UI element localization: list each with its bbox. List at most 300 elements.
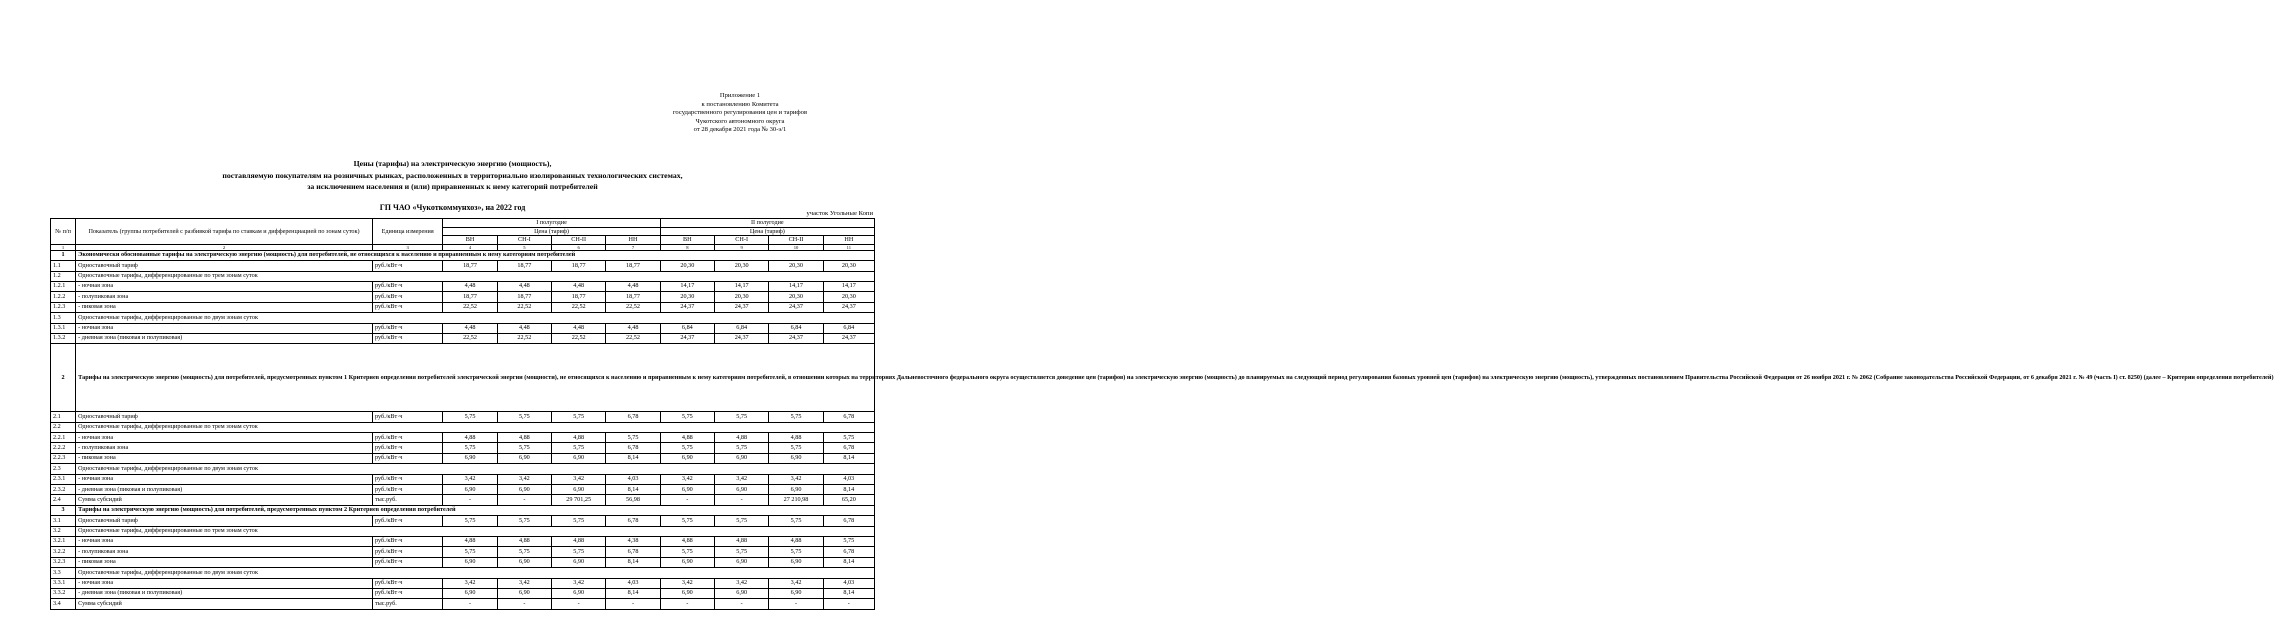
tariff-value: 6,90 [497, 588, 551, 598]
tariff-value: - [443, 495, 497, 505]
group-row [51, 271, 875, 281]
tariff-value: 6,90 [660, 485, 714, 495]
header-level: СН-II [552, 236, 606, 245]
column-index: 2 [76, 244, 373, 250]
row-label: Одноставочный тариф [76, 261, 373, 271]
tariff-value: 6,90 [715, 588, 769, 598]
tariff-value: 6,90 [443, 588, 497, 598]
tariff-value: 6,90 [443, 557, 497, 567]
tariff-value: 18,77 [606, 292, 660, 302]
row-number: 1.3.2 [51, 333, 76, 343]
row-label: - пиковая зона [76, 453, 373, 463]
tariff-value: 20,30 [715, 292, 769, 302]
tariff-value: 4,48 [443, 281, 497, 291]
tariff-value: 6,78 [606, 516, 660, 526]
appendix-block [640, 92, 840, 135]
header-price: Цена (тариф) [660, 227, 874, 236]
tariff-value: 6,78 [606, 412, 660, 422]
appendix-line: к постановлению Комитета [701, 100, 779, 108]
tariff-value: 20,30 [769, 292, 823, 302]
tariff-value: 22,52 [606, 302, 660, 312]
row-label: Одноставочный тариф [76, 412, 373, 422]
table-row [51, 495, 875, 505]
tariff-value: 6,90 [497, 453, 551, 463]
section-title: Тарифы на электрическую энергию (мощность) для потребителей, предусмотренных пунктом 2 Критериев определения потребителей [76, 505, 875, 515]
tariff-value: 3,42 [443, 578, 497, 588]
tariff-value: 6,90 [715, 557, 769, 567]
tariff-value: 20,30 [715, 261, 769, 271]
tariff-value: 6,90 [769, 557, 823, 567]
row-unit: руб./кВт·ч [372, 443, 442, 453]
group-label: Одноставочные тарифы, дифференцированные по трем зонам суток [76, 422, 875, 432]
row-label: - пиковая зона [76, 557, 373, 567]
row-unit: руб./кВт·ч [372, 412, 442, 422]
tariff-value: 22,52 [606, 333, 660, 343]
document-subtitle: ГП ЧАО «Чукоткоммунхоз», на 2022 год [379, 203, 526, 212]
tariff-value: 5,75 [660, 412, 714, 422]
tariff-value: 4,48 [606, 323, 660, 333]
row-unit: руб./кВт·ч [372, 261, 442, 271]
row-label: Одноставочный тариф [76, 516, 373, 526]
tariff-value: 3,42 [769, 578, 823, 588]
tariff-value: 5,75 [497, 443, 551, 453]
tariff-value: 3,42 [715, 578, 769, 588]
tariff-value: 24,37 [823, 333, 874, 343]
row-number: 2.3.2 [51, 485, 76, 495]
row-unit: руб./кВт·ч [372, 433, 442, 443]
tariff-value: 5,75 [660, 547, 714, 557]
header-level: НН [606, 236, 660, 245]
group-row [51, 313, 875, 323]
tariff-value: 4,48 [606, 281, 660, 291]
group-label: Одноставочные тарифы, дифференцированные по двум зонам суток [76, 313, 875, 323]
tariff-value: 14,17 [715, 281, 769, 291]
tariff-value: - [552, 599, 606, 609]
tariff-value: 18,77 [552, 292, 606, 302]
table-row [51, 261, 875, 271]
tariff-value: 8,14 [823, 453, 874, 463]
tariff-value: 8,14 [606, 588, 660, 598]
row-number: 2.2.1 [51, 433, 76, 443]
table-row [51, 547, 875, 557]
tariff-value: 4,48 [497, 323, 551, 333]
section-row [51, 250, 875, 260]
tariff-value: 8,14 [606, 485, 660, 495]
row-label: - полупиковая зона [76, 443, 373, 453]
tariff-value: 6,84 [823, 323, 874, 333]
row-number: 1.3 [51, 313, 76, 323]
tariff-value: 6,84 [769, 323, 823, 333]
tariff-value: 22,52 [497, 333, 551, 343]
tariff-value: 22,52 [552, 302, 606, 312]
tariff-value: 20,30 [823, 261, 874, 271]
table-row [51, 453, 875, 463]
tariff-value: 6,90 [715, 485, 769, 495]
row-unit: руб./кВт·ч [372, 453, 442, 463]
row-number: 3.3.1 [51, 578, 76, 588]
section-number: 2 [51, 344, 76, 412]
header-half-2: II полугодие [660, 219, 874, 228]
header-half-1: I полугодие [443, 219, 660, 228]
title-line: Цены (тарифы) на электрическую энергию (мощность), [353, 159, 552, 168]
tariff-value: 6,90 [715, 453, 769, 463]
tariff-value: 4,88 [552, 536, 606, 546]
tariff-value: 18,77 [497, 292, 551, 302]
row-number: 2.2.2 [51, 443, 76, 453]
row-unit: руб./кВт·ч [372, 474, 442, 484]
column-index: 1 [51, 244, 76, 250]
group-row [51, 422, 875, 432]
group-label: Одноставочные тарифы, дифференцированные по трем зонам суток [76, 526, 875, 536]
tariff-value: 6,90 [769, 485, 823, 495]
row-number: 1.3.1 [51, 323, 76, 333]
tariff-value: 5,75 [552, 412, 606, 422]
tariff-value: 5,75 [715, 547, 769, 557]
row-number: 2.3 [51, 464, 76, 474]
tariff-value: 14,17 [823, 281, 874, 291]
tariff-value: 8,14 [823, 588, 874, 598]
row-unit: руб./кВт·ч [372, 578, 442, 588]
row-label: - полупиковая зона [76, 547, 373, 557]
row-label: - ночная зона [76, 433, 373, 443]
tariff-value: 6,90 [443, 485, 497, 495]
table-body [51, 250, 2274, 609]
row-label: Сумма субсидий [76, 495, 373, 505]
tariff-value: - [769, 599, 823, 609]
title-line: поставляемую покупателям на розничных рынках, расположенных в территориально изолированных технологических системах, [222, 170, 683, 180]
row-number: 3.2 [51, 526, 76, 536]
table-row [51, 485, 875, 495]
tariff-value: 22,52 [443, 333, 497, 343]
tariff-value: 14,17 [769, 281, 823, 291]
tariff-value: 5,75 [443, 547, 497, 557]
table-row [51, 474, 875, 484]
tariff-value: 6,90 [552, 557, 606, 567]
tariff-value: 6,78 [823, 516, 874, 526]
tariff-value: 5,75 [769, 412, 823, 422]
row-unit: руб./кВт·ч [372, 557, 442, 567]
appendix-line: от 28 декабря 2021 года № 30-э/1 [693, 126, 787, 134]
tariff-value: - [606, 599, 660, 609]
table-row [51, 516, 875, 526]
group-row [51, 568, 875, 578]
tariff-value: 8,14 [823, 485, 874, 495]
row-number: 1.2.1 [51, 281, 76, 291]
tariff-value: - [443, 599, 497, 609]
tariff-value: 4,48 [497, 281, 551, 291]
row-unit: руб./кВт·ч [372, 485, 442, 495]
tariff-value: - [497, 599, 551, 609]
table-row [51, 333, 875, 343]
section-title: Тарифы на электрическую энергию (мощность) для потребителей, предусмотренных пунктом 1 Критериев определения потребителей электрической энергии (мощности), не относящихся к населению и приравненным к нему категориям потребителей, в отношении которых на территориях Дальневосточного федерального округа осуществляется доведение цен (тарифов) на электрическую энергию (мощность) до планируемых на следующий период регулирования базовых уровней цен (тарифов) на электрическую энергию (мощность), утвержденных постановлением Правительства Российской Федерации от 26 ноября 2021 г. № 2062 (Собрание законодательства Российской Федерации, от 6 декабря 2021 г. № 49 (часть I) ст. 8250) (далее – Критерии определения потребителей) [76, 344, 875, 412]
row-number: 1.2 [51, 271, 76, 281]
tariff-value: 5,75 [823, 536, 874, 546]
tariff-value: 4,88 [769, 433, 823, 443]
table-row [51, 323, 875, 333]
tariff-value: 24,37 [769, 333, 823, 343]
tariff-table [50, 218, 2274, 610]
row-number: 3.3.2 [51, 588, 76, 598]
tariff-value: 3,42 [769, 474, 823, 484]
tariff-value: 6,90 [769, 453, 823, 463]
row-label: - ночная зона [76, 323, 373, 333]
tariff-value: 27 210,98 [769, 495, 823, 505]
tariff-value: 20,30 [660, 261, 714, 271]
tariff-value: 56,98 [606, 495, 660, 505]
tariff-value: 4,48 [552, 281, 606, 291]
site-label: участок Угольные Копи [806, 210, 873, 217]
tariff-value: 4,38 [606, 536, 660, 546]
row-unit: руб./кВт·ч [372, 281, 442, 291]
tariff-value: 4,88 [660, 536, 714, 546]
row-label: - полупиковая зона [76, 292, 373, 302]
row-number: 3.2.3 [51, 557, 76, 567]
tariff-value: 6,78 [823, 412, 874, 422]
tariff-value: 6,84 [715, 323, 769, 333]
tariff-value: 4,88 [552, 433, 606, 443]
tariff-value: 20,30 [660, 292, 714, 302]
row-label: - дневная зона (пиковая и полупиковая) [76, 485, 373, 495]
tariff-value: 24,37 [823, 302, 874, 312]
tariff-value: - [715, 495, 769, 505]
tariff-value: 5,75 [552, 547, 606, 557]
tariff-value: 5,75 [660, 516, 714, 526]
tariff-value: 5,75 [606, 433, 660, 443]
tariff-value: 8,14 [606, 557, 660, 567]
table-row [51, 281, 875, 291]
column-index: 5 [497, 244, 551, 250]
tariff-value: 5,75 [497, 516, 551, 526]
appendix-line: Приложение 1 [719, 92, 761, 99]
tariff-value: 3,42 [497, 578, 551, 588]
row-unit: тыс.руб. [372, 599, 442, 609]
tariff-value: 5,75 [443, 412, 497, 422]
section-row [51, 344, 875, 412]
tariff-value: 4,88 [497, 433, 551, 443]
row-unit: руб./кВт·ч [372, 536, 442, 546]
table-row [51, 588, 875, 598]
tariff-value: 6,90 [552, 485, 606, 495]
tariff-value: 4,88 [443, 536, 497, 546]
tariff-value: 6,90 [497, 485, 551, 495]
tariff-value: 6,78 [823, 547, 874, 557]
row-unit: руб./кВт·ч [372, 292, 442, 302]
tariff-value: 18,77 [497, 261, 551, 271]
section-title: Экономически обоснованные тарифы на электрическую энергию (мощность) для потребителей, не относящихся к населению и приравненным к нему категориям потребителей [76, 250, 875, 260]
tariff-value: - [715, 599, 769, 609]
header-num: № п/п [51, 219, 76, 245]
row-unit: руб./кВт·ч [372, 588, 442, 598]
tariff-value: 4,48 [552, 323, 606, 333]
row-label: - пиковая зона [76, 302, 373, 312]
tariff-value: 24,37 [715, 302, 769, 312]
column-index: 4 [443, 244, 497, 250]
row-number: 1.1 [51, 261, 76, 271]
tariff-value: 5,75 [552, 516, 606, 526]
tariff-value: 18,77 [443, 292, 497, 302]
row-unit: руб./кВт·ч [372, 333, 442, 343]
header-indicator: Показатель (группы потребителей с разбивкой тарифа по ставкам и дифференциацией по зонам суток) [76, 219, 373, 245]
tariff-value: 5,75 [497, 547, 551, 557]
column-index: 11 [823, 244, 874, 250]
tariff-value: 5,75 [715, 516, 769, 526]
row-label: - ночная зона [76, 578, 373, 588]
tariff-value: 6,90 [552, 588, 606, 598]
tariff-value: 5,75 [660, 443, 714, 453]
tariff-value: 18,77 [443, 261, 497, 271]
tariff-value: 5,75 [769, 516, 823, 526]
tariff-value: 24,37 [660, 333, 714, 343]
row-unit: руб./кВт·ч [372, 323, 442, 333]
tariff-value: 5,75 [443, 516, 497, 526]
tariff-value: 4,88 [715, 536, 769, 546]
row-number: 3.3 [51, 568, 76, 578]
tariff-value: 4,48 [443, 323, 497, 333]
table-row [51, 557, 875, 567]
row-number: 3.1 [51, 516, 76, 526]
tariff-value: 4,03 [823, 578, 874, 588]
table-row [51, 292, 875, 302]
row-label: - ночная зона [76, 281, 373, 291]
tariff-value: 18,77 [606, 261, 660, 271]
row-unit: руб./кВт·ч [372, 547, 442, 557]
row-number: 2.2.3 [51, 453, 76, 463]
tariff-value: 3,42 [660, 578, 714, 588]
tariff-value: 4,03 [606, 578, 660, 588]
table-row [51, 433, 875, 443]
tariff-value: 6,90 [552, 453, 606, 463]
tariff-value: - [660, 495, 714, 505]
tariff-value: 18,77 [552, 261, 606, 271]
tariff-value: 4,03 [606, 474, 660, 484]
tariff-value: 4,88 [497, 536, 551, 546]
row-number: 2.3.1 [51, 474, 76, 484]
tariff-value: 6,90 [443, 453, 497, 463]
header-level: НН [823, 236, 874, 245]
row-unit: руб./кВт·ч [372, 516, 442, 526]
tariff-value: 14,17 [660, 281, 714, 291]
column-index: 10 [769, 244, 823, 250]
tariff-value: 6,84 [660, 323, 714, 333]
tariff-value: 5,75 [497, 412, 551, 422]
tariff-value: 20,30 [769, 261, 823, 271]
section-number: 3 [51, 505, 76, 515]
header-price: Цена (тариф) [443, 227, 660, 236]
tariff-value: 4,88 [660, 433, 714, 443]
header-level: ВН [660, 236, 714, 245]
header-level: ВН [443, 236, 497, 245]
row-number: 1.2.2 [51, 292, 76, 302]
tariff-value: 5,75 [443, 443, 497, 453]
column-index: 3 [372, 244, 442, 250]
header-row [51, 219, 875, 228]
tariff-value: 29 701,25 [552, 495, 606, 505]
tariff-value: 6,90 [769, 588, 823, 598]
row-number: 2.4 [51, 495, 76, 505]
group-row [51, 464, 875, 474]
tariff-value: 4,88 [443, 433, 497, 443]
tariff-value: 3,42 [443, 474, 497, 484]
tariff-value: 6,90 [660, 557, 714, 567]
header-level: СН-II [769, 236, 823, 245]
header-unit: Единица измерения [372, 219, 442, 245]
tariff-value: - [823, 599, 874, 609]
row-label: Сумма субсидий [76, 599, 373, 609]
header-level: СН-I [715, 236, 769, 245]
tariff-value: 24,37 [769, 302, 823, 312]
tariff-value: 5,75 [552, 443, 606, 453]
row-number: 3.4 [51, 599, 76, 609]
row-label: - дневная зона (пиковая и полупиковая) [76, 588, 373, 598]
group-row [51, 526, 875, 536]
tariff-value: 20,30 [823, 292, 874, 302]
header-level: СН-I [497, 236, 551, 245]
row-label: - ночная зона [76, 474, 373, 484]
row-number: 2.1 [51, 412, 76, 422]
tariff-value: 22,52 [443, 302, 497, 312]
table-row [51, 302, 875, 312]
section-row [51, 505, 875, 515]
table-row [51, 536, 875, 546]
row-number: 2.2 [51, 422, 76, 432]
group-label: Одноставочные тарифы, дифференцированные по двум зонам суток [76, 464, 875, 474]
tariff-value: 3,42 [660, 474, 714, 484]
row-label: - ночная зона [76, 536, 373, 546]
tariff-value: 22,52 [552, 333, 606, 343]
tariff-value: 5,75 [715, 412, 769, 422]
table-row [51, 599, 875, 609]
tariff-value: 24,37 [715, 333, 769, 343]
tariff-value: 4,88 [769, 536, 823, 546]
tariff-value: 6,78 [606, 443, 660, 453]
tariff-value: 22,52 [497, 302, 551, 312]
tariff-value: 8,14 [823, 557, 874, 567]
tariff-value: 3,42 [552, 578, 606, 588]
tariff-value: 4,88 [715, 433, 769, 443]
table-row [51, 412, 875, 422]
tariff-value: 65,20 [823, 495, 874, 505]
section-number: 1 [51, 250, 76, 260]
table-row [51, 578, 875, 588]
group-label: Одноставочные тарифы, дифференцированные по трем зонам суток [76, 271, 875, 281]
tariff-value: 5,75 [823, 433, 874, 443]
tariff-value: 5,75 [769, 547, 823, 557]
tariff-value: 3,42 [497, 474, 551, 484]
appendix-line: государственного регулирования цен и тарифов [672, 109, 808, 117]
table-row [51, 443, 875, 453]
row-number: 3.2.1 [51, 536, 76, 546]
title-line: за исключением населения и (или) приравненных к нему категорий потребителей [307, 182, 598, 191]
tariff-value: 5,75 [769, 443, 823, 453]
tariff-value: 3,42 [552, 474, 606, 484]
row-unit: руб./кВт·ч [372, 302, 442, 312]
tariff-value: - [660, 599, 714, 609]
tariff-value: 6,90 [660, 453, 714, 463]
tariff-value: 6,90 [497, 557, 551, 567]
row-number: 3.2.2 [51, 547, 76, 557]
tariff-value: 3,42 [715, 474, 769, 484]
tariff-value: 4,03 [823, 474, 874, 484]
tariff-value: 6,78 [606, 547, 660, 557]
group-label: Одноставочные тарифы, дифференцированные по двум зонам суток [76, 568, 875, 578]
row-label: - дневная зона (пиковая и полупиковая) [76, 333, 373, 343]
appendix-line: Чукотского автономного округа [695, 117, 785, 125]
column-index: 6 [552, 244, 606, 250]
document-title [0, 158, 905, 193]
tariff-value: 6,78 [823, 443, 874, 453]
column-index: 7 [606, 244, 660, 250]
tariff-value: 5,75 [715, 443, 769, 453]
